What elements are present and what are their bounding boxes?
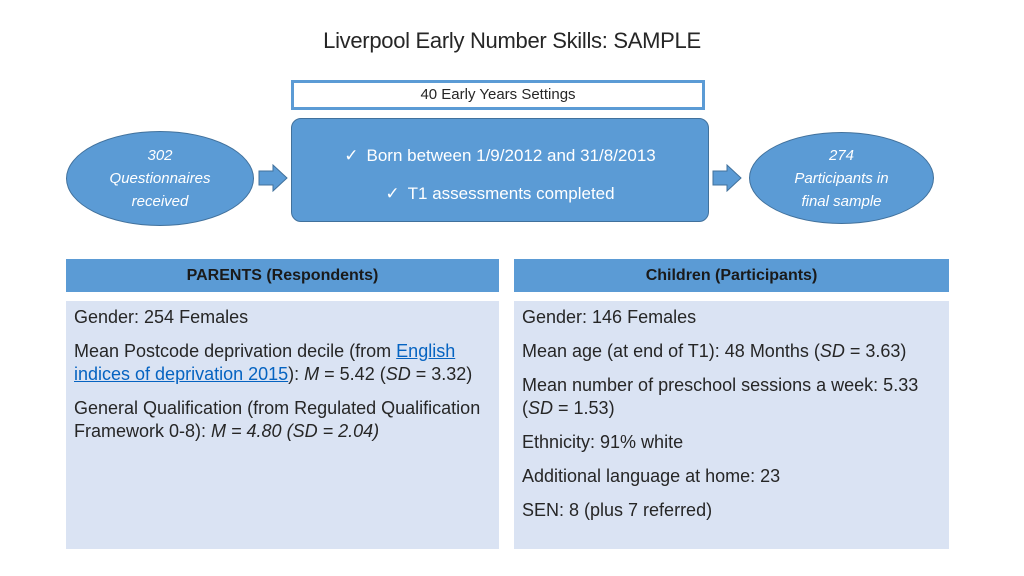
participants-label-line2: final sample xyxy=(801,192,882,210)
children-sessions xyxy=(522,374,940,420)
checkmark-icon: ✓ xyxy=(344,146,359,165)
deprivation-m-value: = 5.42 ( xyxy=(319,364,386,384)
checkmark-icon: ✓ xyxy=(385,184,400,203)
criteria-birthdate-text: Born between 1/9/2012 and 31/8/2013 xyxy=(366,146,656,165)
settings-box: 40 Early Years Settings xyxy=(291,80,705,110)
children-language: Additional language at home: 23 xyxy=(522,466,781,486)
criteria-item-birthdate xyxy=(292,146,708,166)
parents-deprivation xyxy=(74,340,490,386)
age-sd-value: = 3.63) xyxy=(844,341,907,361)
participants-count: 274 xyxy=(828,146,855,164)
children-header: Children (Participants) xyxy=(514,259,949,292)
qualification-stats: M = 4.80 (SD = 2.04) xyxy=(211,421,380,441)
arrow-right-icon xyxy=(258,164,288,192)
participants-label-line1: Participants in xyxy=(794,169,889,187)
criteria-box xyxy=(291,118,709,222)
qualification-text: General Qualification (from Regulated Qualification Framework 0-8): xyxy=(74,398,481,441)
deprivation-m-label: M xyxy=(304,364,320,384)
parents-gender: Gender: 254 Females xyxy=(74,307,249,327)
deprivation-prefix: Mean Postcode deprivation decile (from xyxy=(74,341,397,361)
parents-panel xyxy=(66,301,499,549)
parents-qualification xyxy=(74,397,490,443)
arrow-right-icon xyxy=(712,164,742,192)
children-panel xyxy=(514,301,949,549)
age-text: Mean age (at end of T1): 48 Months ( xyxy=(522,341,820,361)
deprivation-after-link: ): xyxy=(288,364,305,384)
children-age xyxy=(522,340,940,363)
sessions-text: Mean number of preschool sessions a week: 5.33 ( xyxy=(522,375,919,418)
sessions-sd-value: = 1.53) xyxy=(553,398,615,418)
page-title: Liverpool Early Number Skills: SAMPLE xyxy=(323,28,701,53)
questionnaires-label-line2: received xyxy=(131,193,189,210)
deprivation-sd-value: = 3.32) xyxy=(410,364,473,384)
parents-header: PARENTS (Respondents) xyxy=(66,259,499,292)
sessions-sd-label: SD xyxy=(528,398,554,418)
participants-ellipse xyxy=(749,132,934,224)
children-gender: Gender: 146 Females xyxy=(522,307,697,327)
questionnaires-label-line1: Questionnaires xyxy=(109,170,211,187)
age-sd-label: SD xyxy=(819,341,845,361)
criteria-assessments-text: T1 assessments completed xyxy=(407,184,615,203)
deprivation-link[interactable]: English indices of deprivation 2015 xyxy=(74,341,456,384)
questionnaires-count: 302 xyxy=(147,147,173,164)
children-ethnicity: Ethnicity: 91% white xyxy=(522,432,684,452)
children-sen: SEN: 8 (plus 7 referred) xyxy=(522,500,713,520)
questionnaires-ellipse xyxy=(66,131,254,226)
criteria-item-assessments xyxy=(292,184,708,204)
deprivation-sd-label: SD xyxy=(385,364,411,384)
